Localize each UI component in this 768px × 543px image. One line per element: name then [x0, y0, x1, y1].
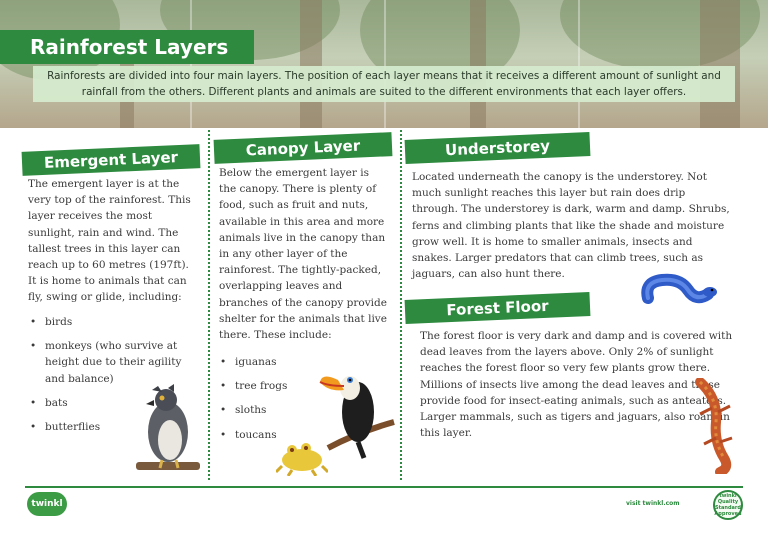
list-item: • birds — [30, 314, 190, 330]
column-divider — [400, 130, 402, 480]
list-item: • bats — [30, 395, 190, 411]
intro-text: Rainforests are divided into four main layers. The position of each layer means that it receives a different amount of sunlight and rainfall from the others. Different plants and animals are suited to the different environments that each layer offers. — [33, 66, 735, 102]
understorey-text: Located underneath the canopy is the understorey. Not much sunlight reaches this layer but rain does drip through. The understorey is dark, warm and damp. Shrubs, ferns and climbing plants that like the shade and moisture grow well. It is home to smaller animals, insects and snakes. Larger predators that can climb trees, such as jaguars, can also hunt there. — [412, 171, 730, 281]
list-item: • monkeys (who survive at height due to their agility and balance) — [30, 338, 190, 387]
toucan-image — [318, 362, 398, 462]
canopy-text: Below the emergent layer is the canopy. There is plenty of food, such as fruit and nuts, available in this area and more animals live in the canopy than in any other layer of the rainforest. The tightly-packed, overlapping leaves and branches of the canopy provide shelter for the animals that live there. These include: — [219, 167, 387, 342]
tree-frog-image — [276, 438, 328, 476]
section-heading-forest-floor: Forest Floor — [405, 292, 591, 324]
page-title: Rainforest Layers — [30, 35, 229, 59]
twinkl-logo: twinkl — [27, 492, 67, 516]
canopy-animal-list — [220, 354, 330, 443]
salamander-image — [690, 378, 740, 474]
section-heading-emergent: Emergent Layer — [22, 144, 201, 176]
emergent-text: The emergent layer is at the very top of the rainforest. This layer receives the most sunlight, rain and wind. The tallest trees in this layer can reach up to 60 metres (197ft). It is home to animals that can fly, swing or glide, including: — [28, 178, 191, 304]
visit-link[interactable]: visit twinkl.com — [626, 500, 680, 507]
section-heading-understorey: Understorey — [405, 132, 591, 164]
footer-divider — [25, 486, 743, 488]
list-item: • sloths — [220, 402, 330, 418]
header-banner — [0, 0, 768, 128]
harpy-eagle-image — [132, 384, 204, 476]
list-item: • butterflies — [30, 419, 190, 435]
page-title-bar — [0, 30, 254, 64]
list-item: • toucans — [220, 427, 330, 443]
section-heading-canopy: Canopy Layer — [214, 132, 393, 164]
quality-badge: twinkl Quality Standard Approved — [713, 490, 743, 520]
snake-image — [640, 268, 720, 312]
column-divider — [208, 130, 210, 480]
forest-floor-text: The forest floor is very dark and damp and is covered with dead leaves from the layers above. Only 2% of sunlight reaches the forest floor so very few plants grow there. Millions of insects live among the dead leaves and these provide food for insect-eating animals, such as anteaters. Larger mammals, such as tigers and jaguars, also roam in this layer. — [420, 330, 733, 440]
list-item: • iguanas — [220, 354, 330, 370]
list-item: • tree frogs — [220, 378, 330, 394]
